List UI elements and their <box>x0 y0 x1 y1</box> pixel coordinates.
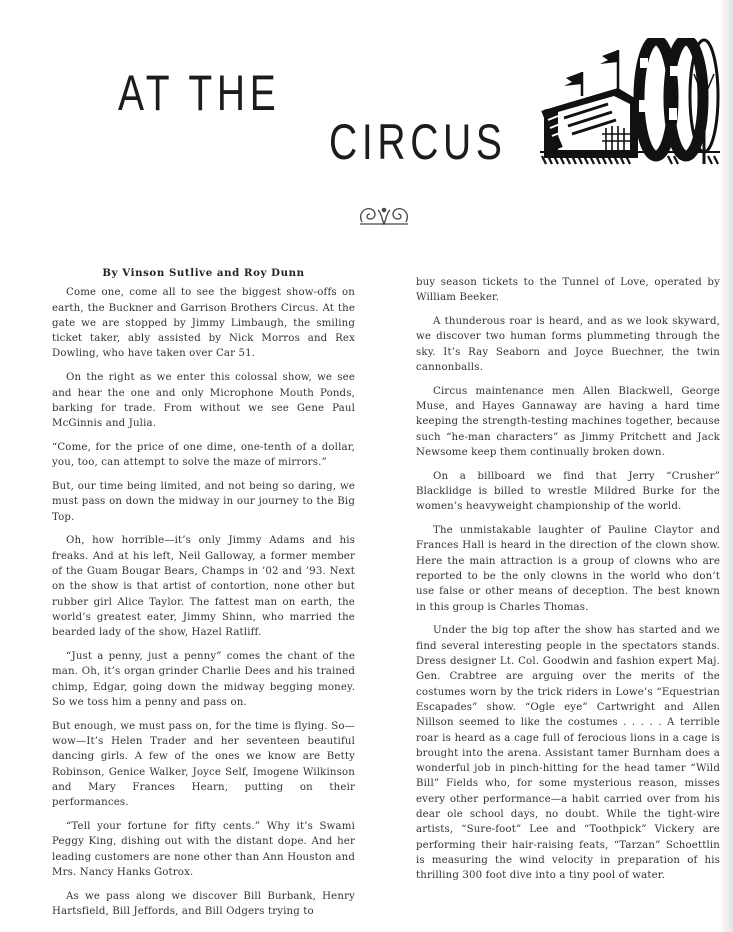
paragraph: On the right as we enter this colossal show, we see and hear the one and only Microphone Mouth Ponds, barking for trade. From without we see Gene Paul McGinnis and Julia. <box>52 372 355 430</box>
flag-icon <box>600 50 618 90</box>
byline: By Vinson Sutlive and Roy Dunn <box>102 267 305 279</box>
paragraph: But, our time being limited, and not being so daring, we must pass on down the midway in our journey to the Big Top. <box>52 481 355 523</box>
circus-tent-ferris-wheel-woodcut-icon <box>538 38 722 168</box>
ferris-wheel-icon <box>669 40 703 156</box>
paragraph: Come one, come all to see the biggest show-offs on earth, the Buckner and Garrison Brothers Circus. At the gate we are stopped by Jimmy Limbaugh, the smiling ticket taker, ably assisted by Nick Morros and Rex Dowling, who have taken over Car 51. <box>52 287 355 360</box>
title-line-1: AT THE <box>118 65 281 121</box>
paragraph: The unmistakable laughter of Pauline Claytor and Frances Hall is heard in the direction of the clown show. Here the main attraction is a group of clowns who are reported to be the only clowns in the world who don’t use false or other means of deception. The best known in this group is Charles Thomas. <box>416 525 720 613</box>
paragraph: “Come, for the price of one dime, one-tenth of a dollar, you, too, can attempt to solve the maze of mirrors.” <box>52 441 355 469</box>
article-column-left <box>52 266 355 928</box>
flag-icon <box>564 72 582 96</box>
paragraph: But enough, we must pass on, for the time is flying. So—wow—It’s Helen Trader and her seventeen beautiful dancing girls. A few of the ones we know are Betty Robinson, Genice Walker, Joyce Self, Imogene Wilkinson and Mary Frances Hearn, putting on their performances. <box>52 720 355 809</box>
paragraph: Oh, how horrible—it’s only Jimmy Adams and his freaks. And at his left, Neil Galloway, a former member of the Guam Bougar Bears, Champs in ’02 and ’93. Next on the show is that artist of contortion, none other but rubber girl Alice Taylor. The fattest man on earth, the world’s greatest eater, Jimmy Shinn, who married the bearded lady of the show, Hazel Ratliff. <box>52 535 355 639</box>
paragraph: A thunderous roar is heard, and as we look skyward, we discover two human forms plummeting through the sky. It’s Ray Seaborn and Joyce Buechner, the twin cannonballs. <box>416 316 720 373</box>
paragraph: buy season tickets to the Tunnel of Love, operated by William Beeker. <box>416 277 720 304</box>
paragraph: As we pass along we discover Bill Burbank, Henry Hartsfield, Bill Jeffords, and Bill Odgers trying to <box>52 890 355 917</box>
paragraph: “Just a penny, just a penny” comes the chant of the man. Oh, it’s organ grinder Charlie Dees and his trained chimp, Edgar, going down the midway begging money. So we toss him a penny and pass on. <box>52 651 355 708</box>
paragraph: On a billboard we find that Jerry “Crusher” Blacklidge is billed to wrestle Mildred Burke for the women’s heavyweight championship of the world. <box>416 470 720 513</box>
page-edge-shadow <box>721 0 733 932</box>
circus-tent-icon <box>544 88 638 158</box>
paragraph: Circus maintenance men Allen Blackwell, George Muse, and Hayes Gannaway are having a hard time keeping the strength-testing machines together, because such “he-man characters” as Jimmy Pritchett and Jack Newsome keep them continually broken down. <box>416 385 720 458</box>
paragraph: “Tell your fortune for fifty cents.” Why it’s Swami Peggy King, dishing out with the distant dope. And her leading customers are none other than Ann Houston and Mrs. Nancy Hanks Gotrox. <box>52 821 355 878</box>
scroll-ornament-icon <box>356 204 412 228</box>
title-line-2: CIRCUS <box>329 114 507 170</box>
paragraph: Under the big top after the show has started and we find several interesting people in the spectators stands. Dress designer Lt. Col. Goodwin and fashion expert Maj. Gen. Crabtree are arguing over the merits of the costumes worn by the trick riders in Lowe’s “Equestrian Escapades” show. “Ogle eye” Cartwright and Allen Nillson seemed to like the costumes . . . . . A terrible roar is heard as a cage full of ferocious lions in a cage is brought into the arena. Assistant tamer Burnham does a wonderful job in pinch-hitting for the head tamer “Wild Bill” Fields who, for some mysterious reason, misses every other performance—a habit carried over from his dear ole school days, no doubt. While the tight-wire artists, “Sure-foot” Lee and “Toothpick” Vickery are performing their hair-raising feats, “Tarzan” Schoettlin is measuring the wind velocity in preparation of his thrilling 300 foot dive into a tiny pool of water. <box>416 625 720 882</box>
article-column-right <box>416 275 720 892</box>
